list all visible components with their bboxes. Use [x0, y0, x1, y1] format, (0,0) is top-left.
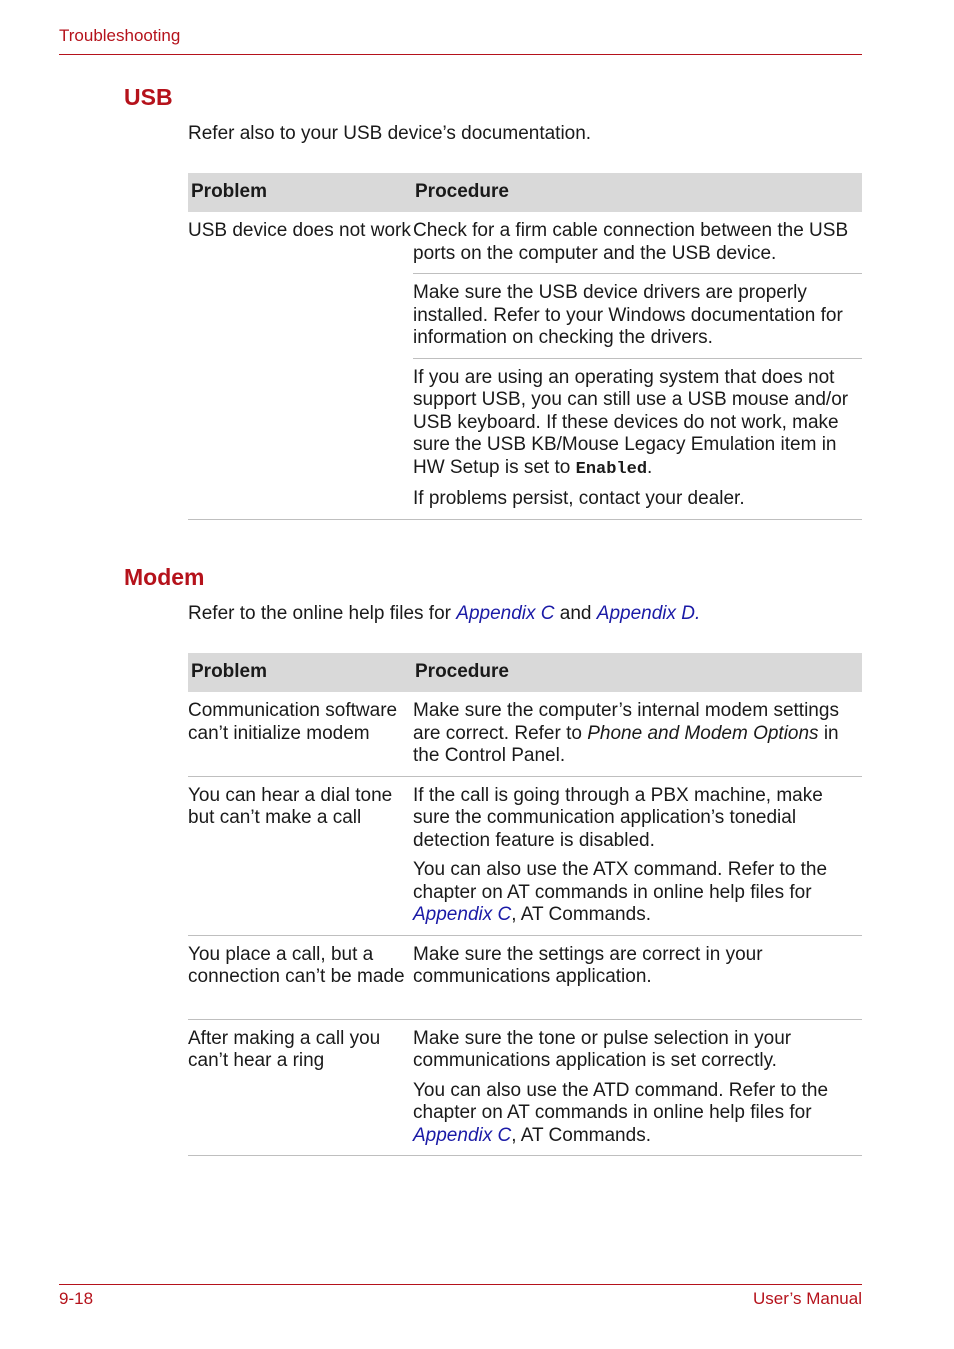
appendix-c-link[interactable]: Appendix C — [413, 1124, 512, 1146]
usb-procedure-3: If you are using an operating system that does not support USB, you can still use a USB mouse and/or USB keyboard. If these devices do not work, make sure the USB KB/Mouse Legacy Emulation item in HW Setup is set to Enabled. If problems persist, contact your dealer. — [413, 359, 862, 519]
page-number: 9-18 — [59, 1289, 94, 1308]
appendix-c-link[interactable]: Appendix C — [413, 904, 512, 925]
usb-persist-note: If problems persist, contact your dealer. — [413, 488, 745, 509]
modem-problem-2: You can hear a dial tone but can’t make a call — [188, 776, 413, 935]
appendix-c-link[interactable]: Appendix C — [456, 603, 555, 624]
modem-problem-3: You place a call, but a connection can’t be made — [188, 935, 413, 1019]
manual-title: User’s Manual — [753, 1289, 862, 1308]
usb-col-problem: Problem — [188, 173, 413, 212]
modem-procedure-3: Make sure the settings are correct in your communications application. — [413, 943, 763, 987]
modem-procedure-4: Make sure the tone or pulse selection in your communications application is set correctly. You can also use the ATD command. Refer to the chapter on AT commands in online help files for Appendix C, AT Commands. — [413, 1027, 829, 1146]
usb-procedure-1: Check for a firm cable connection between the USB ports on the computer and the USB device. — [413, 212, 862, 274]
modem-heading: Modem — [124, 564, 205, 590]
modem-problem-1: Communication software can’t initialize modem — [188, 692, 413, 776]
footer-rule — [59, 1284, 862, 1285]
usb-table — [188, 173, 862, 520]
table-row — [188, 935, 862, 1019]
table-row — [188, 776, 862, 935]
usb-problem: USB device does not work — [188, 212, 413, 519]
table-row — [188, 1019, 862, 1156]
modem-table — [188, 653, 862, 1156]
usb-col-procedure: Procedure — [413, 173, 862, 212]
header-rule — [59, 54, 862, 55]
modem-procedure-1: Make sure the computer’s internal modem settings are correct. Refer to Phone and Modem Options in the Control Panel. — [413, 700, 839, 766]
appendix-d-link[interactable]: Appendix D — [596, 603, 695, 624]
table-row — [188, 692, 862, 776]
usb-intro: Refer also to your USB device’s documentation. — [188, 123, 592, 144]
modem-procedure-2: If the call is going through a PBX machine, make sure the communication application’s tonedial detection feature is disabled. You can also use the ATX command. Refer to the chapter on AT commands in online help files for Appendix C, AT Commands. — [413, 784, 828, 925]
usb-heading: USB — [124, 84, 173, 110]
modem-problem-4: After making a call you can’t hear a ring — [188, 1019, 413, 1156]
table-row — [188, 212, 862, 519]
enabled-value: Enabled — [575, 459, 648, 479]
modem-intro: Refer to the online help files for Appendix C and Appendix D. — [188, 603, 701, 624]
running-header: Troubleshooting — [59, 26, 181, 45]
modem-col-procedure: Procedure — [413, 653, 862, 692]
modem-col-problem: Problem — [188, 653, 413, 692]
usb-procedure-2: Make sure the USB device drivers are properly installed. Refer to your Windows documentation for information on checking the drivers. — [413, 274, 862, 359]
